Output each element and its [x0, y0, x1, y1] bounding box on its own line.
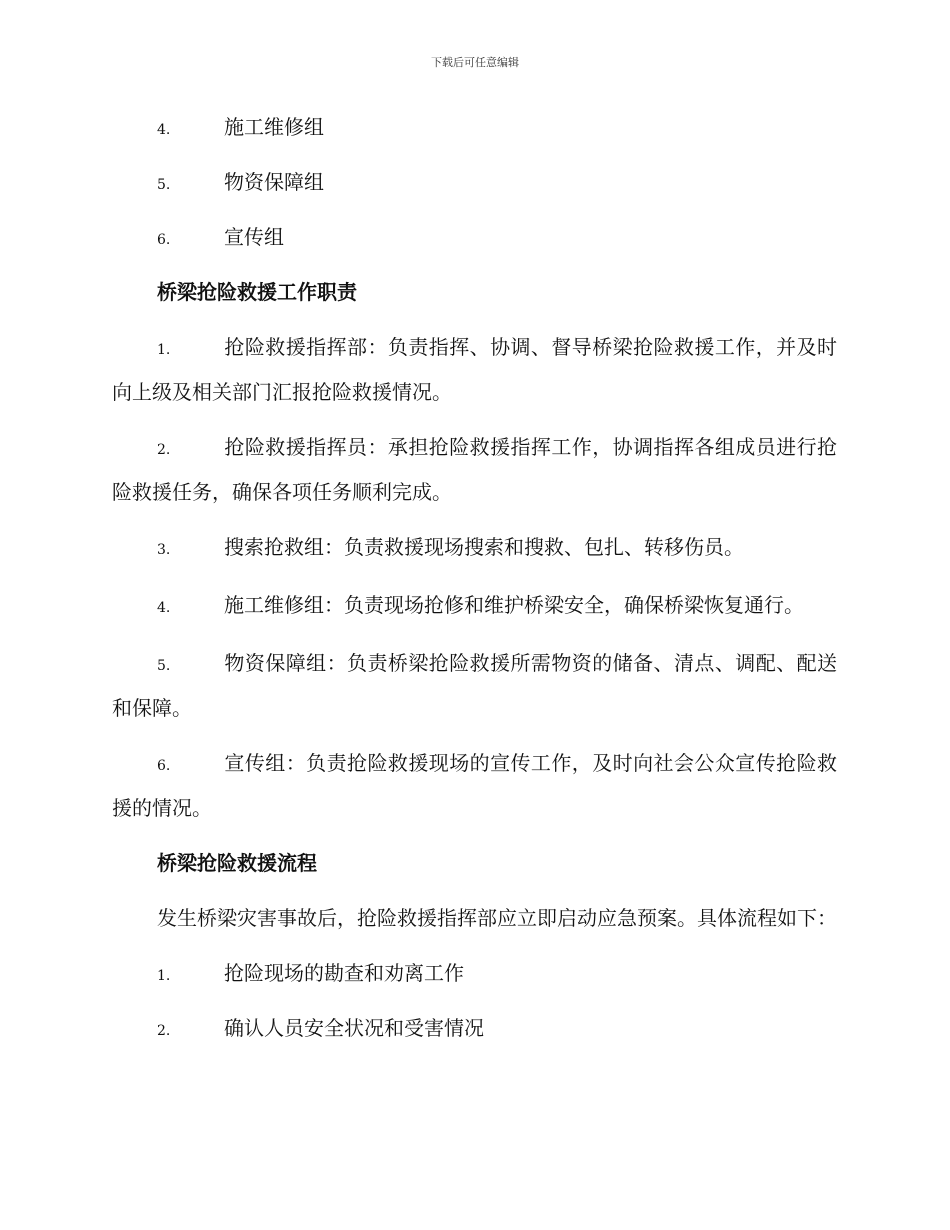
duty-item-number: 3. — [157, 542, 171, 558]
duty-item-number: 5. — [157, 658, 171, 674]
duty-item-text: 抢险救援指挥员：承担抢险救援指挥工作，协调指挥各组成员进行抢险救援任务，确保各项任务顺利完成。 — [112, 435, 837, 504]
duty-item — [112, 526, 837, 571]
list-item — [112, 161, 837, 203]
list-item-number: 4. — [157, 122, 171, 138]
duty-item-text: 抢险救援指挥部：负责指挥、协调、督导桥梁抢险救援工作，并及时向上级及相关部门汇报抢险救援情况。 — [112, 335, 837, 404]
duty-item-number: 2. — [157, 442, 171, 458]
duty-item — [112, 642, 837, 729]
process-intro — [112, 897, 837, 939]
duty-item-number: 4. — [157, 600, 171, 616]
section-heading-duties: 桥梁抢险救援工作职责 — [157, 280, 357, 304]
list-item — [112, 106, 837, 148]
duty-item-number: 6. — [157, 758, 171, 774]
list-item-number: 5. — [157, 177, 171, 193]
list-item-number: 6. — [157, 232, 171, 248]
duty-item — [112, 426, 837, 513]
section-heading-process: 桥梁抢险救援流程 — [157, 851, 317, 875]
duty-item-text: 搜索抢救组：负责救援现场搜索和搜救、包扎、转移伤员。 — [224, 535, 744, 559]
process-step — [112, 952, 837, 994]
list-item-text: 施工维修组 — [224, 115, 324, 139]
duty-item — [112, 742, 837, 829]
list-item-text: 宣传组 — [224, 225, 284, 249]
duty-item-text: 施工维修组：负责现场抢修和维护桥梁安全，确保桥梁恢复通行。 — [224, 593, 804, 617]
process-intro-text: 发生桥梁灾害事故后，抢险救援指挥部应立即启动应急预案。具体流程如下： — [157, 906, 837, 930]
process-step-text: 抢险现场的勘查和劝离工作 — [224, 961, 464, 985]
document-body — [112, 106, 837, 1062]
page-header-note: 下载后可任意编辑 — [431, 56, 519, 69]
process-step-text: 确认人员安全状况和受害情况 — [224, 1016, 484, 1040]
duty-item-number: 1. — [157, 342, 171, 358]
list-item-text: 物资保障组 — [224, 170, 324, 194]
process-step-number: 1. — [157, 968, 171, 984]
process-step-number: 2. — [157, 1023, 171, 1039]
duty-item — [112, 584, 837, 629]
duty-item-text: 物资保障组：负责桥梁抢险救援所需物资的储备、清点、调配、配送和保障。 — [112, 651, 837, 720]
list-item — [112, 216, 837, 258]
duty-item — [112, 326, 837, 413]
process-step — [112, 1007, 837, 1049]
duty-item-text: 宣传组：负责抢险救援现场的宣传工作，及时向社会公众宣传抢险救援的情况。 — [112, 751, 837, 820]
